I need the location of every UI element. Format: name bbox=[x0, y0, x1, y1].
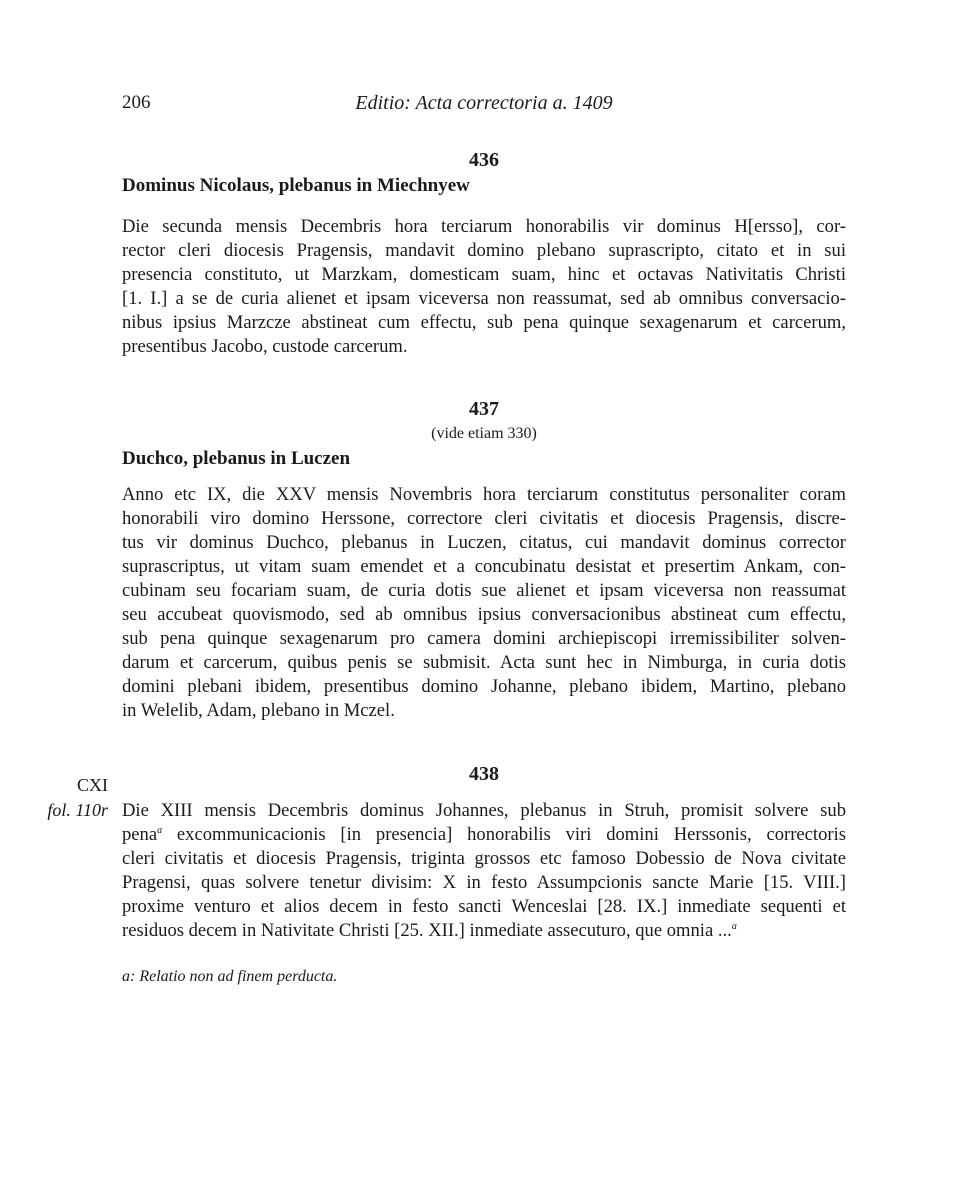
text-line: proxime venturo et alios decem in festo sancti Wenceslai [28. IX.] inmediate sequenti et bbox=[122, 896, 846, 917]
entry-text-438 bbox=[122, 799, 846, 943]
text-fragment: pena bbox=[122, 824, 158, 845]
margin-folio: fol. 110r bbox=[47, 800, 108, 820]
footnote-mark: a bbox=[157, 824, 163, 836]
entry-number-438: 438 bbox=[469, 763, 499, 785]
page-number: 206 bbox=[122, 92, 151, 113]
text-line: in Welelib, Adam, plebano in Mczel. bbox=[122, 700, 395, 721]
entry-text-437 bbox=[122, 483, 846, 723]
cross-reference: (vide etiam 330) bbox=[431, 425, 537, 442]
entry-heading-436: Dominus Nicolaus, plebanus in Miechnyew bbox=[122, 175, 470, 196]
text-line: presencia constituto, ut Marzkam, domesticam suam, hinc et octavas Nativitatis Christi bbox=[122, 264, 846, 285]
text-line: [1. I.] a se de curia alienet et ipsam viceversa non reassumat, sed ab omnibus conversacio- bbox=[122, 288, 846, 309]
margin-roman-numeral: CXI bbox=[77, 775, 108, 795]
text-line: rector cleri diocesis Pragensis, mandavit domino plebano suprascripto, citato et in sui bbox=[122, 240, 846, 261]
text-line: domini plebani ibidem, presentibus domino Johanne, plebano ibidem, Martino, plebano bbox=[122, 676, 846, 697]
text-line: Pragensi, quas solvere tenetur divisim: X in festo Assumpcionis sancte Marie [15. VIII.] bbox=[122, 872, 846, 893]
entry-number-436: 436 bbox=[469, 149, 499, 171]
entry-text-436 bbox=[122, 215, 846, 359]
entry-number-437: 437 bbox=[469, 398, 499, 420]
text-line: cleri civitatis et diocesis Pragensis, triginta grossos etc famoso Dobessio de Nova civitate bbox=[122, 848, 846, 869]
text-fragment: residuos decem in Nativitate Christi [25. XII.] inmediate assecuturo, que omnia ... bbox=[122, 920, 732, 941]
text-fragment: excommunicacionis [in presencia] honorabilis viri domini Herssonis, correctoris bbox=[176, 824, 846, 845]
text-line: cubinam seu focariam suam, de curia dotis sue alienet et ipsam viceversa non reassumat bbox=[122, 580, 846, 601]
footnote: a: Relatio non ad finem perducta. bbox=[122, 968, 338, 985]
text-line: honorabili viro domino Herssone, correctore cleri civitatis et diocesis Pragensis, discre- bbox=[122, 508, 846, 529]
text-line: darum et carcerum, quibus penis se submisit. Acta sunt hec in Nimburga, in curia dotis bbox=[122, 652, 846, 673]
running-title: Editio: Acta correctoria a. 1409 bbox=[355, 92, 613, 114]
text-line: seu accubeat quovismodo, sed ab omnibus ipsius conversacionibus abstineat cum effectu, bbox=[122, 604, 846, 625]
text-line: suprascriptus, ut vitam suam emendet et a concubinatu desistat et presertim Ankam, con- bbox=[122, 556, 846, 577]
entry-heading-437: Duchco, plebanus in Luczen bbox=[122, 448, 351, 469]
text-line: tus vir dominus Duchco, plebanus in Luczen, citatus, cui mandavit dominus corrector bbox=[122, 532, 846, 553]
text-line: Die XIII mensis Decembris dominus Johannes, plebanus in Struh, promisit solvere sub bbox=[122, 800, 846, 821]
text-line: Anno etc IX, die XXV mensis Novembris hora terciarum constitutus personaliter coram bbox=[122, 484, 846, 505]
text-line: nibus ipsius Marzcze abstineat cum effectu, sub pena quinque sexagenarum et carcerum, bbox=[122, 312, 846, 333]
text-line: Die secunda mensis Decembris hora terciarum honorabilis vir dominus H[ersso], cor- bbox=[122, 216, 846, 237]
text-line bbox=[122, 919, 846, 943]
text-line: sub pena quinque sexagenarum pro camera domini archiepiscopi irremissibiliter solven- bbox=[122, 628, 846, 649]
text-line: presentibus Jacobo, custode carcerum. bbox=[122, 336, 408, 357]
page-header bbox=[122, 92, 846, 120]
text-line bbox=[122, 823, 846, 847]
footnote-mark: a bbox=[731, 920, 737, 932]
